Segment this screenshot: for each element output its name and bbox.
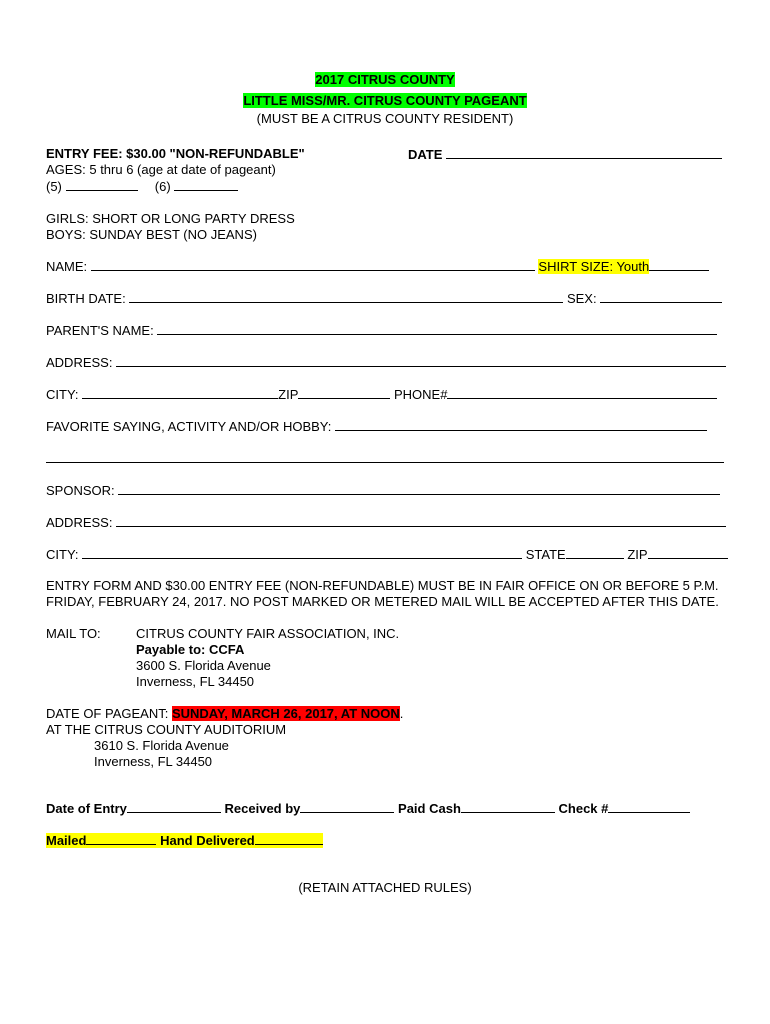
notice-line-1: ENTRY FORM AND $30.00 ENTRY FEE (NON-REFUNDABLE) MUST BE IN FAIR OFFICE ON OR BEFORE 5 P.M. — [46, 578, 719, 593]
name-row — [46, 258, 709, 275]
favorite-field[interactable] — [335, 418, 707, 431]
zip-label: ZIP — [278, 387, 299, 402]
pageant-venue: AT THE CITRUS COUNTY AUDITORIUM — [46, 722, 287, 737]
address-field[interactable] — [116, 354, 726, 367]
birth-row — [46, 290, 722, 307]
sponsor-address-row — [46, 514, 726, 531]
mailed-group — [46, 833, 323, 848]
sponsor-address-field[interactable] — [116, 514, 726, 527]
pageant-street: 3610 S. Florida Avenue — [94, 738, 229, 753]
age5-label: (5) — [46, 179, 62, 194]
favorite-row — [46, 418, 707, 435]
boys-dress: BOYS: SUNDAY BEST (NO JEANS) — [46, 227, 257, 242]
pageant-date: SUNDAY, MARCH 26, 2017, AT NOON — [171, 706, 400, 721]
parents-name-label: PARENT'S NAME: — [46, 323, 154, 338]
date-of-entry-field[interactable] — [127, 800, 221, 813]
sponsor-address-label: ADDRESS: — [46, 515, 113, 530]
mail-city: Inverness, FL 34450 — [136, 674, 255, 689]
office-row — [46, 800, 690, 817]
age6-field[interactable] — [174, 178, 238, 191]
pageant-date-row — [46, 706, 403, 722]
date-row — [408, 146, 722, 163]
name-field[interactable] — [91, 258, 535, 271]
paid-cash-field[interactable] — [461, 800, 555, 813]
city-row — [46, 386, 717, 403]
check-label: Check # — [558, 801, 609, 816]
sponsor-label: SPONSOR: — [46, 483, 115, 498]
birth-date-label: BIRTH DATE: — [46, 291, 126, 306]
city-field[interactable] — [82, 386, 278, 399]
state-field[interactable] — [566, 546, 624, 559]
sponsor-field[interactable] — [118, 482, 720, 495]
hand-delivered-label: Hand Delivered — [160, 833, 255, 848]
sponsor-city-row — [46, 546, 728, 563]
received-by-field[interactable] — [300, 800, 394, 813]
sponsor-city-field[interactable] — [82, 546, 522, 559]
name-label: NAME: — [46, 259, 88, 274]
age6-label: (6) — [154, 179, 171, 194]
subtitle: (MUST BE A CITRUS COUNTY RESIDENT) — [256, 111, 514, 126]
mail-payable: Payable to: CCFA — [136, 642, 245, 657]
pageant-date-label: DATE OF PAGEANT: — [46, 706, 169, 721]
parents-name-field[interactable] — [157, 322, 717, 335]
mail-org: CITRUS COUNTY FAIR ASSOCIATION, INC. — [136, 626, 400, 641]
date-of-entry-label: Date of Entry — [46, 801, 127, 816]
sponsor-zip-label: ZIP — [627, 547, 648, 562]
hand-delivered-field[interactable] — [255, 832, 323, 845]
pageant-date-period: . — [399, 706, 404, 721]
zip-field[interactable] — [298, 386, 390, 399]
state-label: STATE — [525, 547, 566, 562]
sponsor-city-label: CITY: — [46, 547, 79, 562]
birth-date-field[interactable] — [129, 290, 563, 303]
age-row — [46, 178, 238, 195]
mail-street: 3600 S. Florida Avenue — [136, 658, 271, 673]
title-line-1: 2017 CITRUS COUNTY — [315, 72, 455, 87]
title-line-2: LITTLE MISS/MR. CITRUS COUNTY PAGEANT — [243, 93, 527, 108]
delivery-row — [46, 832, 323, 849]
sex-field[interactable] — [600, 290, 722, 303]
mail-to-label: MAIL TO: — [46, 626, 101, 641]
parent-row — [46, 322, 717, 339]
date-label: DATE — [408, 147, 443, 162]
address-row — [46, 354, 726, 371]
favorite-field-2[interactable] — [46, 450, 724, 463]
shirt-size-field[interactable] — [649, 258, 709, 271]
girls-dress: GIRLS: SHORT OR LONG PARTY DRESS — [46, 211, 295, 226]
check-field[interactable] — [608, 800, 690, 813]
entry-fee: ENTRY FEE: $30.00 "NON-REFUNDABLE" — [46, 146, 305, 161]
address-label: ADDRESS: — [46, 355, 113, 370]
ages: AGES: 5 thru 6 (age at date of pageant) — [46, 162, 276, 177]
favorite-label: FAVORITE SAYING, ACTIVITY AND/OR HOBBY: — [46, 419, 332, 434]
phone-label: PHONE# — [394, 387, 448, 402]
favorite-row-2 — [46, 450, 724, 467]
sex-label: SEX: — [566, 291, 597, 306]
mailed-field[interactable] — [86, 832, 156, 845]
phone-field[interactable] — [447, 386, 717, 399]
shirt-size-label: SHIRT SIZE: Youth — [538, 259, 650, 274]
footer-note: (RETAIN ATTACHED RULES) — [298, 880, 472, 895]
city-label: CITY: — [46, 387, 79, 402]
notice-line-2: FRIDAY, FEBRUARY 24, 2017. NO POST MARKED OR METERED MAIL WILL BE ACCEPTED AFTER THIS DATE. — [46, 594, 719, 609]
sponsor-zip-field[interactable] — [648, 546, 728, 559]
date-field[interactable] — [446, 146, 722, 159]
received-by-label: Received by — [224, 801, 301, 816]
age5-field[interactable] — [66, 178, 138, 191]
sponsor-row — [46, 482, 720, 499]
pageant-city: Inverness, FL 34450 — [94, 754, 213, 769]
mailed-label: Mailed — [46, 833, 87, 848]
paid-cash-label: Paid Cash — [398, 801, 461, 816]
